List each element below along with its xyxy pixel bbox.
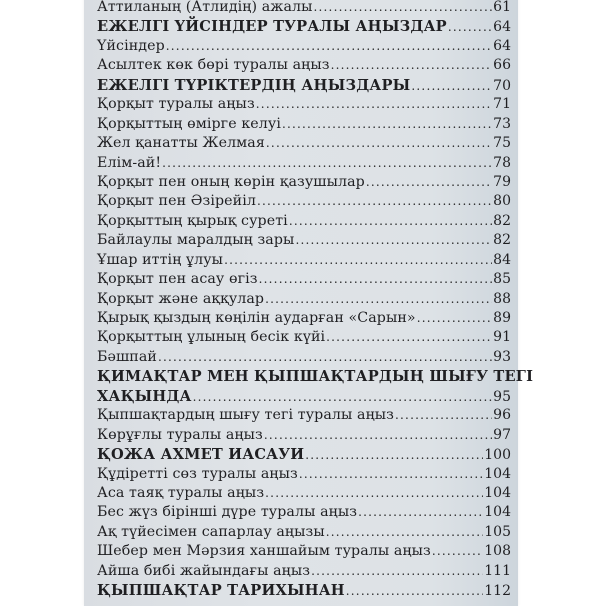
dot-leader [265, 484, 483, 503]
toc-entry-title: ЕЖЕЛГІ ҮЙСІНДЕР ТУРАЛЫ АҢЫЗДАР [97, 18, 447, 36]
toc-entry-page: 112 [484, 583, 511, 600]
dot-leader [259, 270, 493, 289]
toc-entry [97, 465, 511, 484]
toc-entry [97, 115, 511, 134]
dot-leader [299, 465, 483, 484]
toc-entry-page: 96 [493, 407, 511, 424]
dot-leader [346, 582, 483, 601]
toc-entry-title: Қорқыт пен оның көрін қазушылар [97, 173, 365, 190]
toc-entry-title: Қорқыт пен Әзірейіл [97, 193, 256, 210]
toc-entry [97, 134, 511, 153]
toc-entry-page: 89 [493, 310, 511, 326]
toc-entry-title: Байлаулы маралдың зары [97, 232, 295, 249]
dot-leader [295, 231, 492, 250]
toc-entry [97, 251, 511, 270]
toc-section-heading [97, 17, 511, 36]
toc-entry [97, 503, 511, 522]
toc-entry-page: 78 [493, 154, 511, 171]
toc-entry-title: Айша бибі жайындағы аңыз [97, 562, 311, 579]
toc-entry-title: ХАҚЫНДА [97, 387, 192, 405]
toc-entry-title: Қорқыттың өмірге келуі [97, 115, 281, 132]
dot-leader [193, 388, 493, 407]
dot-leader [358, 503, 483, 522]
toc-entry-title: ҚЫПШАҚТАР ТАРИХЫНАН [97, 582, 345, 600]
dot-leader [395, 406, 492, 425]
toc-entry-page: 70 [493, 77, 511, 94]
toc-entry-title: Ақ түйесімен сапарлау аңызы [97, 523, 325, 540]
toc-entry-page: 64 [493, 19, 511, 36]
toc-entry-title: Үйсіндер [97, 37, 165, 54]
toc-entry [97, 542, 511, 561]
dot-leader [331, 56, 493, 75]
dot-leader [366, 173, 492, 192]
toc-entry-title: Ұшар иттің ұлуы [97, 251, 224, 268]
toc-section-heading [97, 387, 511, 406]
toc-entry-page: 75 [493, 135, 511, 152]
toc-section-heading [97, 445, 511, 464]
toc-entry-page: 84 [493, 251, 511, 268]
toc-entry [97, 328, 511, 347]
toc-entry-page: 91 [493, 329, 511, 346]
dot-leader [432, 542, 483, 561]
toc-entry-title: Елім-ай! [97, 154, 162, 171]
toc-entry [97, 0, 511, 17]
toc-entry-page: 111 [484, 562, 511, 579]
dot-leader [224, 251, 492, 270]
toc-entry [97, 484, 511, 503]
toc-entry-page: 95 [493, 388, 511, 405]
dot-leader [166, 37, 492, 56]
toc-entry-title: Қорқыттың ұлының бесік күйі [97, 329, 326, 346]
toc-entry-title: Жел қанатты Желмая [97, 135, 265, 152]
dot-leader [289, 212, 492, 231]
toc-entry [97, 154, 511, 173]
dot-leader [305, 446, 483, 465]
toc-entry-title: Қорқыт туралы аңыз [97, 96, 255, 113]
toc-entry-title: Көрұғлы туралы аңыз [97, 426, 263, 443]
toc-entry-title: Бәшпай [97, 348, 157, 365]
toc-entry-page: 104 [484, 504, 511, 521]
dot-leader [311, 562, 483, 581]
toc-entry-page: 100 [484, 447, 511, 464]
dot-leader [326, 523, 484, 542]
toc-entry-page: 88 [493, 290, 511, 307]
toc-entry-title: Асылтек көк бөрі туралы аңыз [97, 57, 330, 74]
toc-entry-page: 108 [484, 543, 511, 560]
toc-entry [97, 523, 511, 542]
dot-leader [266, 134, 492, 153]
toc-entry-page: 79 [493, 173, 511, 190]
toc-entry [97, 231, 511, 250]
toc-entry-page: 82 [493, 212, 511, 229]
toc-entry-title: ҚОЖА АХМЕТ ИАСАУИ [97, 446, 305, 464]
toc-entry-title: Қырық қыздың көңілін аударған «Сарын» [97, 310, 416, 326]
toc-entry-page: 73 [493, 115, 511, 132]
toc-entry-page: 71 [493, 96, 511, 113]
toc-entry-title: Бес жүз бірінші дүре туралы аңыз [97, 504, 358, 521]
toc-entry [97, 173, 511, 192]
toc-entry-title: Қыпшақтардың шығу тегі туралы аңыз [97, 407, 395, 424]
dot-leader [417, 309, 492, 328]
toc-entry-page: 104 [484, 465, 511, 482]
dot-leader [264, 426, 492, 445]
toc-section-heading [97, 367, 534, 386]
toc-entry [97, 309, 511, 328]
dot-leader [162, 154, 492, 173]
toc-entry-page: 97 [493, 426, 511, 443]
toc-entry [97, 95, 511, 114]
toc-entry-title: Қорқыт пен асау өгіз [97, 271, 258, 288]
toc-entry [97, 37, 511, 56]
toc-entry-title: Құдіретті сөз туралы аңыз [97, 465, 298, 482]
dot-leader [326, 328, 492, 347]
dot-leader [158, 348, 492, 367]
toc-section-heading [97, 581, 511, 600]
toc-entry-page: 66 [493, 57, 511, 74]
toc-entry-title: Аса таяқ туралы аңыз [97, 484, 265, 501]
toc-entry-page: 105 [484, 523, 511, 540]
toc-entry [97, 348, 511, 367]
toc-entry [97, 56, 511, 75]
toc-entry-page: 80 [493, 193, 511, 210]
dot-leader [282, 115, 492, 134]
dot-leader [257, 192, 492, 211]
toc-entry-title: Аттиланың (Атлидің) ажалы [97, 0, 313, 15]
toc-entry-page: 93 [493, 348, 511, 365]
toc-entry [97, 426, 511, 445]
toc-entry-title: Қорқыт және аққулар [97, 290, 265, 307]
toc-entry-page: 61 [493, 0, 511, 15]
dot-leader [448, 18, 492, 37]
toc-entry-page: 85 [493, 271, 511, 288]
toc-section-heading [97, 76, 511, 95]
toc-entry [97, 192, 511, 211]
toc-entry [97, 562, 511, 581]
toc-entry-title: ҚИМАҚТАР МЕН ҚЫПШАҚТАРДЫҢ ШЫҒУ ТЕГІ [97, 368, 534, 386]
dot-leader [256, 95, 492, 114]
toc-entry-page: 64 [493, 37, 511, 54]
toc-entry [97, 212, 511, 231]
toc-entry-page: 82 [493, 232, 511, 249]
dot-leader [314, 0, 493, 17]
dot-leader [265, 290, 492, 309]
toc-entry-title: Қорқыттың қырық суреті [97, 212, 288, 229]
toc-entry [97, 290, 511, 309]
toc-entry-title: Шебер мен Мәрзия ханшайым туралы аңыз [97, 543, 431, 560]
dot-leader [411, 77, 492, 96]
toc-entry [97, 270, 511, 289]
table-of-contents [97, 0, 534, 601]
toc-entry-title: ЕЖЕЛГІ ТҮРІКТЕРДІҢ АҢЫЗДАРЫ [97, 76, 411, 94]
toc-entry-page: 104 [484, 484, 511, 501]
toc-entry [97, 406, 511, 425]
